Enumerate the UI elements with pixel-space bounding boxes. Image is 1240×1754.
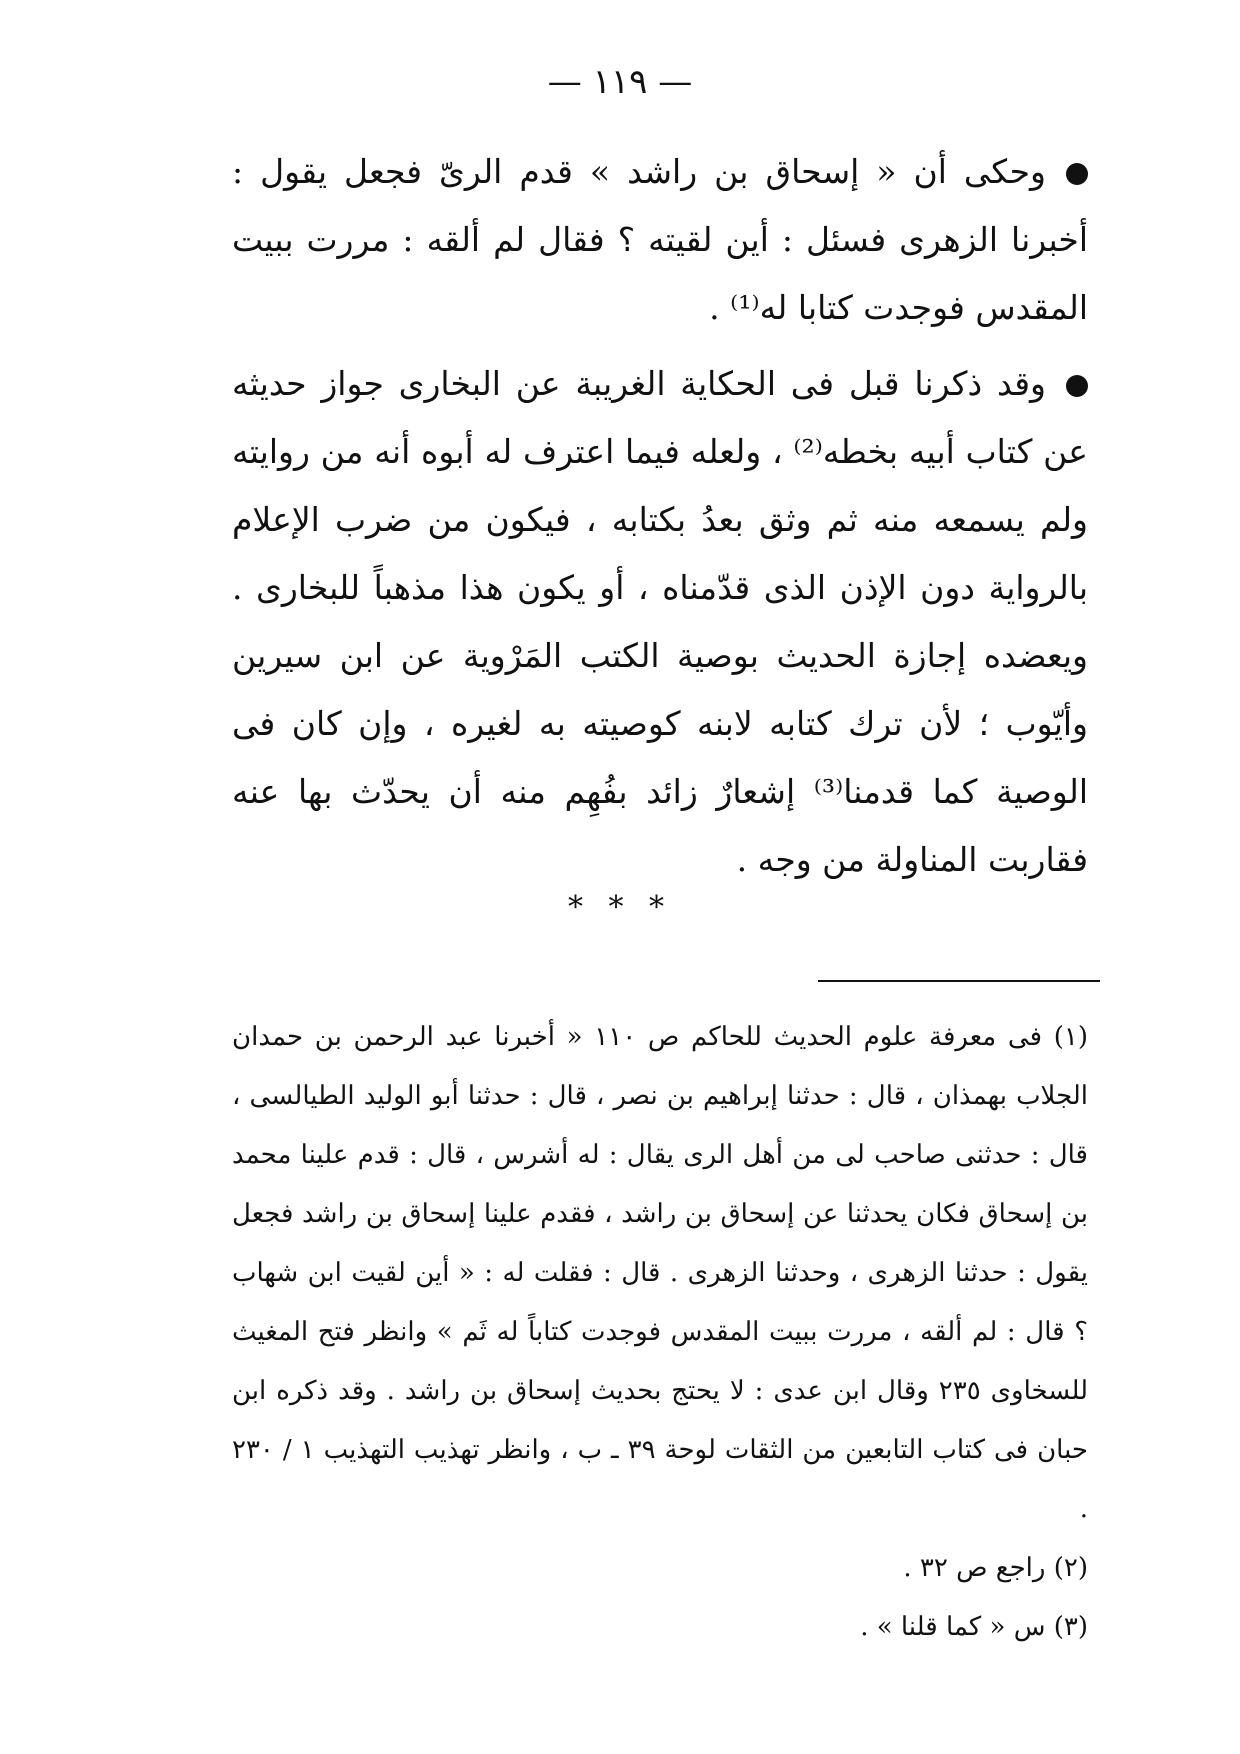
page-number: — ١١٩ — (547, 62, 693, 102)
section-separator: * * * (567, 890, 673, 925)
footnote: (١) فى معرفة علوم الحديث للحاكم ص ١١٠ « أخبرنا عبد الرحمن بن حمدان الجلاب بهمذان ، قال : حدثنا إبراهيم بن نصر ، قال : حدثنا أبو الوليد الطيالسى ، قال : حدثنى صاحب لى من أهل الرى يقال : له أشرس ، قال : قدم علينا محمد بن إسحاق فكان يحدثنا عن إسحاق بن راشد ، فقدم علينا إسحاق بن راشد فجعل يقول : حدثنا الزهرى ، وحدثنا الزهرى . قال : فقلت له : « أين لقيت ابن شهاب ؟ قال : لم ألقه ، مررت ببيت المقدس فوجدت كتاباً له ثَم » وانظر فتح المغيث للسخاوى ٢٣٥ وقال ابن عدى : لا يحتج بحديث إسحاق بن راشد . وقد ذكره ابن حبان فى كتاب التابعين من الثقات لوحة ٣٩ ـ ب ، وانظر تهذيب التهذيب ١ / ٢٣٠ . (232, 1022, 1088, 1524)
paragraph (232, 350, 1088, 894)
main-text (232, 138, 1088, 902)
footnote: (٣) س « كما قلنا » . (860, 1612, 1088, 1642)
footnote-divider (818, 980, 1100, 982)
bullet-icon (1066, 163, 1088, 185)
paragraph (232, 138, 1088, 342)
footnotes (232, 1008, 1088, 1657)
paragraph-text: وقد ذكرنا قبل فى الحكاية الغريبة عن البخارى جواز حديثه عن كتاب أبيه بخطه⁽²⁾ ، ولعله فيما اعترف له أبوه أنه من روايته ولم يسمعه منه ثم وثق بعدُ بكتابه ، فيكون من ضرب الإعلام بالرواية دون الإذن الذى قدّمناه ، أو يكون هذا مذهباً للبخارى . ويعضده إجازة الحديث بوصية الكتب المَرْوية عن ابن سيرين وأيّوب ؛ لأن ترك كتابه لابنه كوصيته به لغيره ، وإن كان فى الوصية كما قدمنا⁽³⁾ إشعارٌ زائد بفُهِم منه أن يحدّث بها عنه فقاربت المناولة من وجه . (232, 364, 1089, 879)
bullet-icon (1066, 375, 1088, 397)
paragraph-text: وحكى أن « إسحاق بن راشد » قدم الرىّ فجعل يقول : أخبرنا الزهرى فسئل : أين لقيته ؟ فقال لم ألقه : مررت ببيت المقدس فوجدت كتابا له⁽¹⁾ . (232, 152, 1088, 327)
footnote: (٢) راجع ص ٣٢ . (903, 1553, 1088, 1583)
